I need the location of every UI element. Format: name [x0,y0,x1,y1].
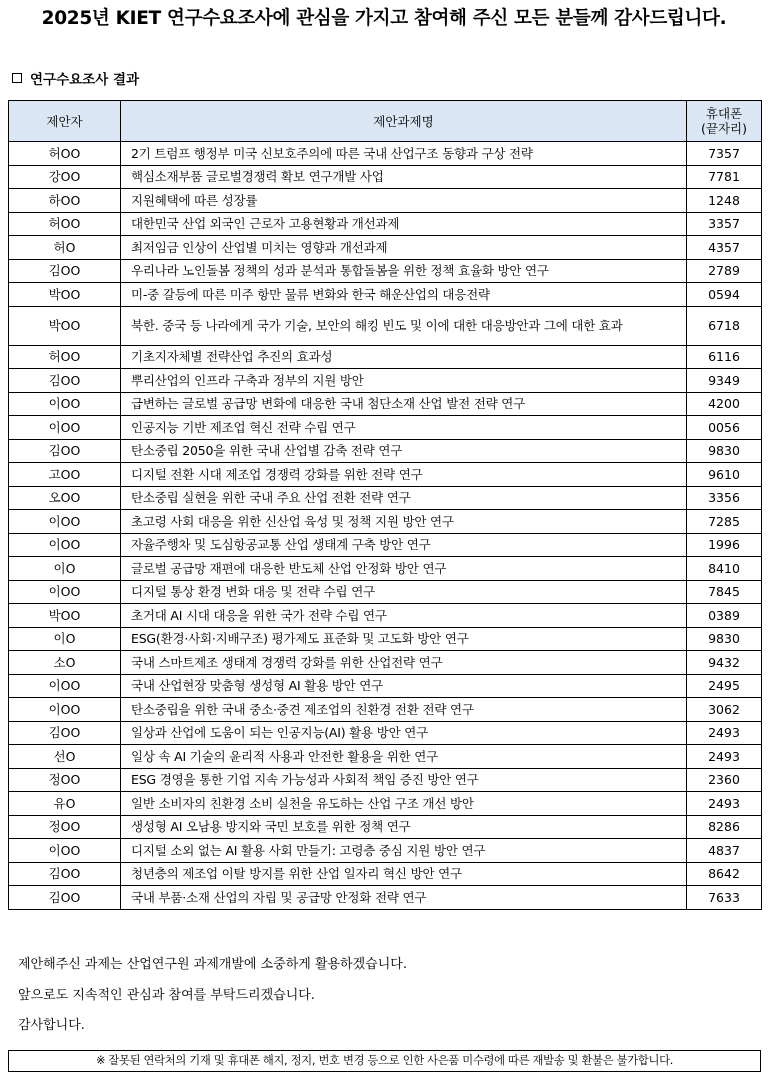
cell-topic: 북한. 중국 등 나라에게 국가 기술, 보안의 해킹 빈도 및 이에 대한 대응방안과 그에 대한 효과 [121,306,687,345]
table-row [9,142,762,166]
header-phone: 휴대폰 (끝자리) [687,101,762,142]
cell-topic: 우리나라 노인돌봄 정책의 성과 분석과 통합돌봄을 위한 정책 효율화 방안 연구 [121,259,687,283]
cell-proposer: 허O [9,236,121,260]
cell-proposer: 이OO [9,674,121,698]
footer-notice: ※ 잘못된 연락처의 기재 및 휴대폰 해지, 정지, 번호 변경 등으로 인한 사은품 미수령에 따른 재발송 및 환불은 불가합니다. [8,1050,761,1072]
table-row [9,745,762,769]
cell-phone: 2493 [687,745,762,769]
page-title: 2025년 KIET 연구수요조사에 관심을 가지고 참여해 주신 모든 분들께 감사드립니다. [41,8,727,29]
cell-proposer: 김OO [9,369,121,393]
table-row [9,604,762,628]
cell-proposer: 김OO [9,862,121,886]
cell-topic: 일상과 산업에 도움이 되는 인공지능(AI) 활용 방안 연구 [121,721,687,745]
cell-phone: 9610 [687,463,762,487]
cell-phone: 4200 [687,392,762,416]
table-row [9,392,762,416]
table-row [9,283,762,307]
cell-phone: 2493 [687,721,762,745]
checkbox-square-icon [12,73,22,83]
cell-topic: ESG(환경·사회·지배구조) 평가제도 표준화 및 고도화 방안 연구 [121,627,687,651]
table-row [9,792,762,816]
cell-phone: 7633 [687,886,762,910]
note-line-3: 감사합니다. [18,1018,85,1033]
cell-proposer: 이OO [9,510,121,534]
cell-topic: 디지털 통상 환경 변화 대응 및 전략 수립 연구 [121,580,687,604]
cell-proposer: 허OO [9,345,121,369]
cell-phone: 6718 [687,306,762,345]
cell-phone: 7285 [687,510,762,534]
header-proposer: 제안자 [9,101,121,142]
cell-topic: 대한민국 산업 외국인 근로자 고용현황과 개선과제 [121,212,687,236]
table-row [9,236,762,260]
header-topic: 제안과제명 [121,101,687,142]
cell-proposer: 이O [9,557,121,581]
results-table [8,100,762,910]
cell-proposer: 오OO [9,486,121,510]
table-row [9,212,762,236]
table-row [9,721,762,745]
cell-proposer: 김OO [9,439,121,463]
table-row [9,557,762,581]
table-row [9,439,762,463]
cell-topic: 지원혜택에 따른 성장률 [121,189,687,213]
table-header-row [9,101,762,142]
cell-topic: 글로벌 공급망 재편에 대응한 반도체 산업 안정화 방안 연구 [121,557,687,581]
cell-phone: 7781 [687,165,762,189]
cell-proposer: 허OO [9,212,121,236]
cell-phone: 8286 [687,815,762,839]
cell-topic: 미-중 갈등에 따른 미주 항만 물류 변화와 한국 해운산업의 대응전략 [121,283,687,307]
table-row [9,259,762,283]
cell-phone: 2789 [687,259,762,283]
cell-phone: 3062 [687,698,762,722]
cell-topic: 급변하는 글로벌 공급망 변화에 대응한 국내 첨단소재 산업 발전 전략 연구 [121,392,687,416]
cell-proposer: 정OO [9,768,121,792]
table-row [9,627,762,651]
cell-topic: 핵심소재부품 글로벌경쟁력 확보 연구개발 사업 [121,165,687,189]
cell-proposer: 박OO [9,604,121,628]
table-row [9,306,762,345]
cell-proposer: 허OO [9,142,121,166]
table-body [9,142,762,910]
table-row [9,189,762,213]
cell-proposer: 이OO [9,416,121,440]
cell-topic: 탄소중립 실현을 위한 국내 주요 산업 전환 전략 연구 [121,486,687,510]
cell-topic: 국내 스마트제조 생태계 경쟁력 강화를 위한 산업전략 연구 [121,651,687,675]
cell-topic: 생성형 AI 오남용 방지와 국민 보호를 위한 정책 연구 [121,815,687,839]
table-row [9,510,762,534]
cell-topic: 일반 소비자의 친환경 소비 실천을 유도하는 산업 구조 개선 방안 [121,792,687,816]
cell-proposer: 김OO [9,721,121,745]
cell-proposer: 이OO [9,698,121,722]
cell-topic: 국내 산업현장 맞춤형 생성형 AI 활용 방안 연구 [121,674,687,698]
cell-proposer: 이OO [9,839,121,863]
cell-proposer: 이O [9,627,121,651]
cell-topic: 국내 부품·소재 산업의 자립 및 공급망 안정화 전략 연구 [121,886,687,910]
cell-topic: 초고령 사회 대응을 위한 신산업 육성 및 정책 지원 방안 연구 [121,510,687,534]
cell-topic: ESG 경영을 통한 기업 지속 가능성과 사회적 책임 증진 방안 연구 [121,768,687,792]
cell-proposer: 김OO [9,259,121,283]
cell-proposer: 이OO [9,580,121,604]
cell-proposer: 고OO [9,463,121,487]
table-row [9,369,762,393]
cell-topic: 뿌리산업의 인프라 구축과 정부의 지원 방안 [121,369,687,393]
cell-phone: 8410 [687,557,762,581]
cell-topic: 일상 속 AI 기술의 윤리적 사용과 안전한 활용을 위한 연구 [121,745,687,769]
table-row [9,768,762,792]
table-row [9,815,762,839]
cell-phone: 9432 [687,651,762,675]
section-heading [12,68,139,88]
cell-phone: 2495 [687,674,762,698]
table-row [9,463,762,487]
cell-phone: 9830 [687,439,762,463]
cell-topic: 탄소중립 2050을 위한 국내 산업별 감축 전략 연구 [121,439,687,463]
cell-phone: 9349 [687,369,762,393]
cell-phone: 1248 [687,189,762,213]
table-row [9,165,762,189]
table-row [9,651,762,675]
cell-phone: 3356 [687,486,762,510]
cell-phone: 4357 [687,236,762,260]
cell-phone: 4837 [687,839,762,863]
table-row [9,416,762,440]
cell-topic: 디지털 전환 시대 제조업 경쟁력 강화를 위한 전략 연구 [121,463,687,487]
table-row [9,839,762,863]
section-label: 연구수요조사 결과 [30,72,140,88]
cell-phone: 7845 [687,580,762,604]
table-row [9,698,762,722]
cell-proposer: 하OO [9,189,121,213]
table-row [9,886,762,910]
cell-proposer: 이OO [9,533,121,557]
cell-topic: 청년층의 제조업 이탈 방지를 위한 산업 일자리 혁신 방안 연구 [121,862,687,886]
cell-proposer: 유O [9,792,121,816]
table-row [9,486,762,510]
cell-phone: 2493 [687,792,762,816]
cell-proposer: 선O [9,745,121,769]
cell-phone: 0594 [687,283,762,307]
cell-topic: 초거대 AI 시대 대응을 위한 국가 전략 수립 연구 [121,604,687,628]
note-line-1: 제안해주신 과제는 산업연구원 과제개발에 소중하게 활용하겠습니다. [18,957,407,972]
cell-topic: 자율주행차 및 도심항공교통 산업 생태계 구축 방안 연구 [121,533,687,557]
cell-phone: 7357 [687,142,762,166]
table-row [9,345,762,369]
cell-proposer: 소O [9,651,121,675]
cell-topic: 디지털 소외 없는 AI 활용 사회 만들기: 고령층 중심 지원 방안 연구 [121,839,687,863]
cell-proposer: 정OO [9,815,121,839]
cell-topic: 탄소중립을 위한 국내 중소·중견 제조업의 친환경 전환 전략 연구 [121,698,687,722]
cell-topic: 기초지자체별 전략산업 추진의 효과성 [121,345,687,369]
cell-phone: 0389 [687,604,762,628]
cell-proposer: 박OO [9,306,121,345]
cell-phone: 9830 [687,627,762,651]
cell-phone: 8642 [687,862,762,886]
cell-proposer: 이OO [9,392,121,416]
cell-phone: 6116 [687,345,762,369]
cell-topic: 인공지능 기반 제조업 혁신 전략 수립 연구 [121,416,687,440]
table-row [9,580,762,604]
table-row [9,533,762,557]
cell-topic: 2기 트럼프 행정부 미국 신보호주의에 따른 국내 산업구조 동향과 구상 전략 [121,142,687,166]
cell-proposer: 박OO [9,283,121,307]
cell-phone: 0056 [687,416,762,440]
note-line-2: 앞으로도 지속적인 관심과 참여를 부탁드리겠습니다. [18,988,315,1003]
cell-topic: 최저임금 인상이 산업별 미치는 영향과 개선과제 [121,236,687,260]
table-row [9,862,762,886]
table-row [9,674,762,698]
cell-phone: 1996 [687,533,762,557]
cell-phone: 2360 [687,768,762,792]
cell-proposer: 김OO [9,886,121,910]
cell-phone: 3357 [687,212,762,236]
cell-proposer: 강OO [9,165,121,189]
